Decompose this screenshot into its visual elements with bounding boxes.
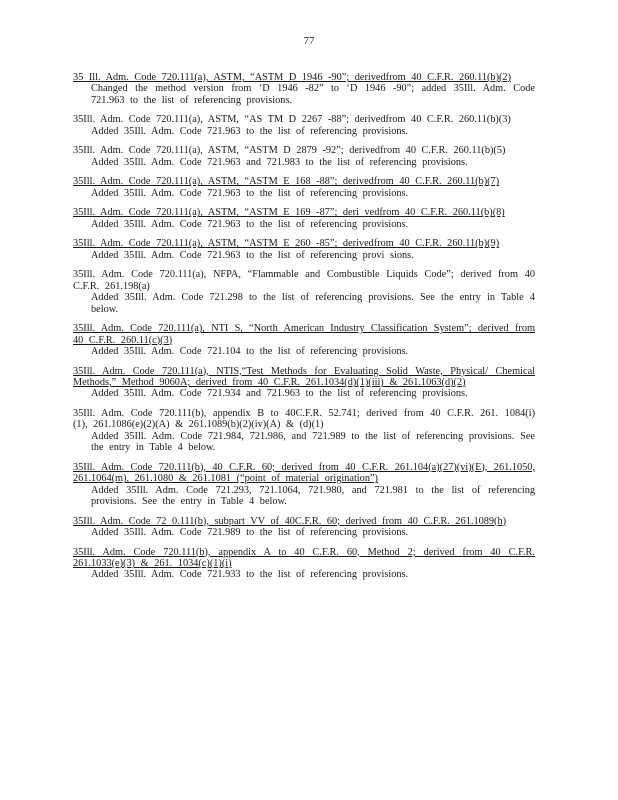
- entry-note: Changed the method version from ‘D 1946 -82” to ‘D 1946 -90”; added 35Ill. Adm. Code 721.963 to the list of referencing provisions.: [91, 83, 535, 106]
- entry-citation: [73, 72, 535, 83]
- reference-entry: [73, 547, 535, 581]
- entry-citation-text: 35Ill. Adm. Code 720.111(b), appendix B to 40C.F.R. 52.741; derived from 40 C.F.R. 261. 1084(i)(1), 261.1086(e)(2)(A) & 261.1089(b)(2)(iv)(A) & (d)(1): [73, 408, 535, 431]
- entry-citation-text: 35Ill. Adm. Code 720.111(b), 40 C.F.R. 60; derived from 40 C.F.R. 261.104(a)(27)(vi)(E), 261.1050, 261.1064(m), 261.1080 & 261.1081 (“point of material origination”): [73, 461, 535, 485]
- reference-entry: [73, 238, 535, 261]
- reference-entry: [73, 114, 535, 137]
- entry-citation-text: 35Ill. Adm. Code 720.111(a), NTI S, “North American Industry Classification System”; derived from 40 C.F.R. 260.11(c)(3): [73, 323, 535, 346]
- entry-note: Added 35Ill. Adm. Code 721.104 to the list of referencing provisions.: [91, 346, 409, 358]
- entry-citation: [73, 145, 535, 156]
- entry-citation-text: 35Ill. Adm. Code 72 0.111(b), subpart VV of 40C.F.R. 60; derived from 40 C.F.R. 261.1089(h): [73, 515, 507, 527]
- entry-citation-text: 35Ill. Adm. Code 720.111(a), ASTM, “ASTM E 168 -88”; derivedfrom 40 C.F.R. 260.11(b)(7): [73, 176, 500, 188]
- entry-note: Added 35Ill. Adm. Code 721.989 to the list of referencing provisions.: [91, 527, 409, 539]
- entry-note: Added 35Ill. Adm. Code 721.984, 721.986, and 721.989 to the list of referencing provisions. See the entry in Table 4 below.: [91, 430, 535, 454]
- entry-citation-text: 35Ill. Adm. Code 720.111(b), appendix A to 40 C.F.R. 60, Method 2; derived from 40 C.F.R. 261.1033(e)(3) & 261. 1034(c)(1)(i): [73, 546, 535, 570]
- reference-entry: [73, 207, 535, 230]
- reference-entry: [73, 366, 535, 400]
- entry-citation: [73, 238, 535, 249]
- reference-entry: [73, 176, 535, 199]
- entry-note: Added 35Ill. Adm. Code 721.933 to the list of referencing provisions.: [91, 569, 409, 581]
- entry-citation: [73, 207, 535, 218]
- entry-note: Added 35Ill. Adm. Code 721.963 to the list of referencing provisions.: [91, 187, 409, 199]
- entry-citation: [73, 547, 535, 570]
- entry-citation-text: 35Ill. Adm. Code 720.111(a), NTIS,“Test Methods for Evaluating Solid Waste, Physical/ Chemical Methods,” Method 9060A; derived from 40 C.F.R. 261.1034(d)(1)(iii) & 261.1063(d)(2): [73, 365, 535, 389]
- page-number: 77: [303, 35, 315, 47]
- entry-citation-text: 35Ill. Adm. Code 720.111(a), NFPA, “Flammable and Combustible Liquids Code”; derived from 40 C.F.R. 261.198(a): [73, 269, 535, 292]
- entry-citation: [73, 408, 535, 431]
- entry-citation: [73, 516, 535, 527]
- reference-entry: [73, 323, 535, 357]
- entry-citation: [73, 269, 535, 292]
- entry-note: Added 35Ill. Adm. Code 721.963 and 721.983 to the list of referencing provisions.: [91, 156, 468, 168]
- entry-citation: [73, 114, 535, 125]
- reference-entries: [73, 72, 535, 589]
- reference-entry: [73, 269, 535, 315]
- reference-entry: [73, 516, 535, 539]
- entry-citation-text: 35Ill. Adm. Code 720.111(a), ASTM, “ASTM E 260 -85”; derivedfrom 40 C.F.R. 260.11(b)(9): [73, 238, 500, 250]
- reference-entry: [73, 408, 535, 454]
- entry-note: Added 35Ill. Adm. Code 721.293, 721.1064, 721.980, and 721.981 to the list of referencing provisions. See the entry in Table 4 below.: [91, 484, 535, 508]
- entry-citation-text: 35Ill. Adm. Code 720.111(a), ASTM, “ASTM D 2879 -92”; derivedfrom 40 C.F.R. 260.11(b)(5): [73, 145, 506, 157]
- entry-note: Added 35Ill. Adm. Code 721.934 and 721.963 to the list of referencing provisions.: [91, 388, 468, 400]
- reference-entry: [73, 462, 535, 508]
- entry-note: Added 35Ill. Adm. Code 721.298 to the list of referencing provisions. See the entry in Table 4 below.: [91, 292, 535, 315]
- reference-entry: [73, 145, 535, 168]
- entry-citation: [73, 323, 535, 346]
- entry-note: Added 35Ill. Adm. Code 721.963 to the list of referencing provisions.: [91, 218, 409, 230]
- reference-entry: [73, 72, 535, 106]
- entry-citation: [73, 462, 535, 485]
- entry-citation: [73, 176, 535, 187]
- entry-citation-text: 35 Ill. Adm. Code 720.111(a), ASTM, “ASTM D 1946 -90”; derivedfrom 40 C.F.R. 260.11(b)(2): [73, 72, 511, 83]
- entry-citation-text: 35Ill. Adm. Code 720.111(a), ASTM, “AS TM D 2267 -88”; derivedfrom 40 C.F.R. 260.11(b)(3): [73, 114, 511, 126]
- entry-citation: [73, 366, 535, 389]
- entry-note: Added 35Ill. Adm. Code 721.963 to the list of referencing provisions.: [91, 125, 409, 137]
- entry-citation-text: 35Ill. Adm. Code 720.111(a), ASTM, “ASTM E 169 -87”; deri vedfrom 40 C.F.R. 260.11(b)(8): [73, 207, 505, 219]
- entry-note: Added 35Ill. Adm. Code 721.963 to the list of referencing provi sions.: [91, 249, 414, 261]
